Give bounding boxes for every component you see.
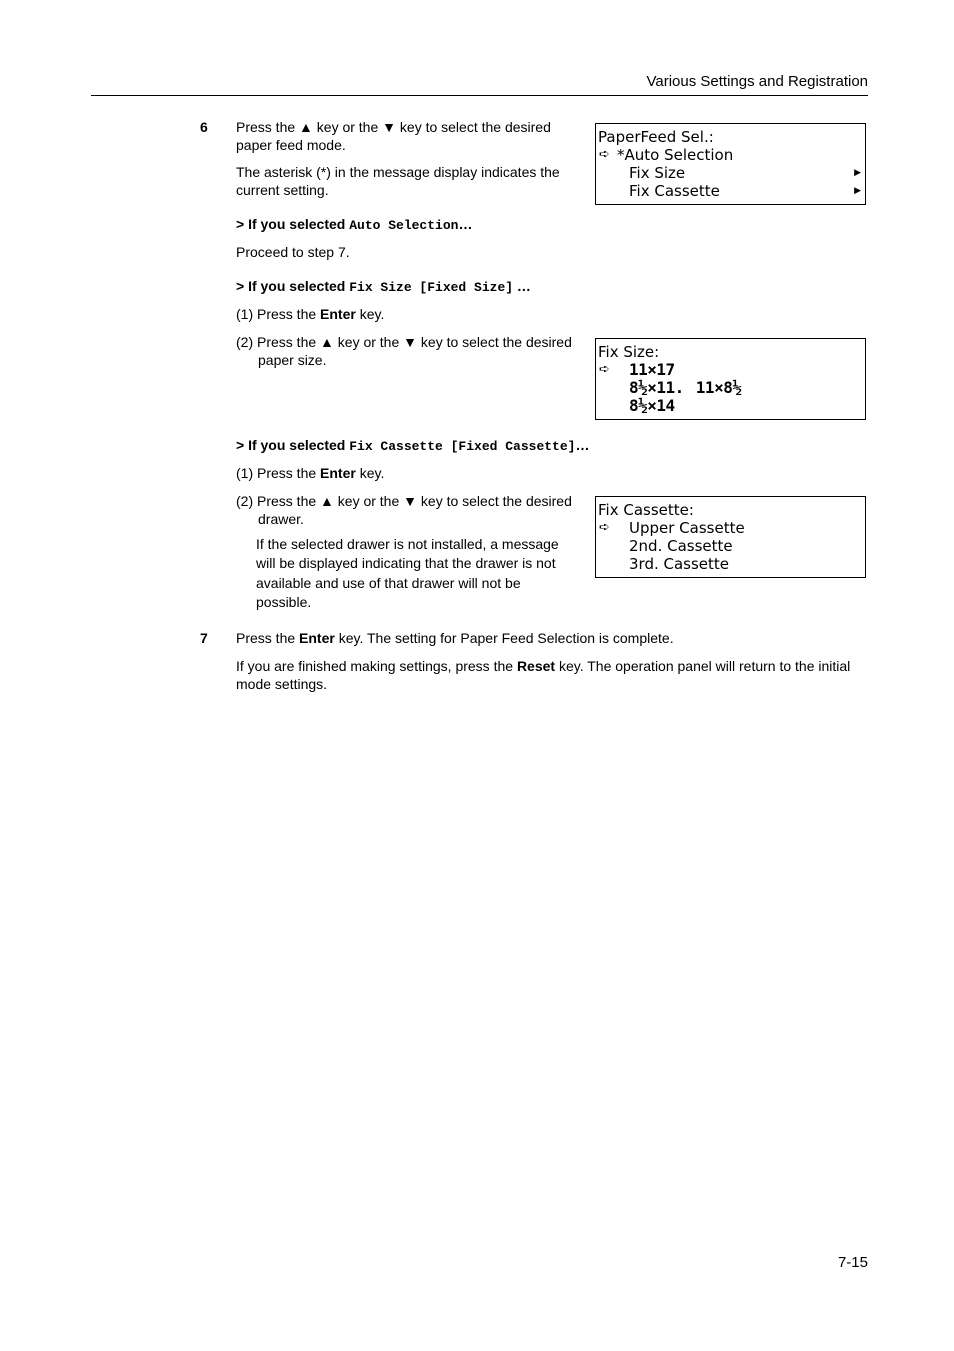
cursor-arrow-icon: ➪ xyxy=(599,147,610,162)
lcd-fix-cassette xyxy=(595,496,866,578)
lcd-item-11x17: ➪ 11×17 xyxy=(599,360,675,379)
lcd-item-auto-selection: ➪ *Auto Selection xyxy=(599,146,734,164)
auto-selection-heading: > If you selected Auto Selection… xyxy=(236,216,473,233)
up-arrow-icon: ▲ xyxy=(320,493,334,509)
lcd-item-fix-cassette: Fix Cassette ▶ xyxy=(629,182,861,200)
fix-cassette-step-2: (2) Press the ▲ key or the ▼ key to select the desired drawer. xyxy=(236,493,572,527)
lcd-title: PaperFeed Sel.: xyxy=(598,128,714,146)
submenu-arrow-icon: ▶ xyxy=(854,168,861,178)
auto-selection-body: Proceed to step 7. xyxy=(236,244,350,260)
lcd-paper-feed-sel xyxy=(595,123,866,205)
fix-cassette-heading: > If you selected Fix Cassette [Fixed Cassette]… xyxy=(236,437,590,454)
running-header: Various Settings and Registration xyxy=(646,73,868,90)
lcd-item-legal: 8½×14 xyxy=(629,396,675,415)
lcd-item-fix-size: Fix Size ▶ xyxy=(629,164,861,182)
down-arrow-icon: ▼ xyxy=(403,334,418,350)
fix-size-heading: > If you selected Fix Size [Fixed Size] … xyxy=(236,278,531,295)
submenu-arrow-icon: ▶ xyxy=(854,186,861,196)
fix-cassette-step-1: (1) Press the Enter key. xyxy=(236,465,385,481)
cursor-arrow-icon: ➪ xyxy=(599,520,610,535)
drawer-not-installed-note: If the selected drawer is not installed, a message will be displayed indicating that the drawer is not available and use of that drawer will not be possible. xyxy=(256,536,559,610)
header-rule xyxy=(91,95,868,96)
lcd-title: Fix Cassette: xyxy=(598,501,694,519)
up-arrow-icon: ▲ xyxy=(299,119,313,135)
fix-size-step-2: (2) Press the ▲ key or the ▼ key to select the desired paper size. xyxy=(236,334,572,368)
step-7-instruction: Press the Enter key. The setting for Paper Feed Selection is complete. xyxy=(236,630,674,646)
step-6-number: 6 xyxy=(200,119,208,135)
fix-size-step-1: (1) Press the Enter key. xyxy=(236,306,385,322)
step-6-instruction: Press the ▲ key or the ▼ key to select the desired paper feed mode. xyxy=(236,119,551,153)
asterisk-note: The asterisk (*) in the message display indicates the current setting. xyxy=(236,164,560,198)
lcd-item-3rd-cassette: 3rd. Cassette xyxy=(629,555,730,573)
step-7-reset-note: If you are finished making settings, press the Reset key. The operation panel will return to the initial mode settings. xyxy=(236,658,851,692)
lcd-fix-size xyxy=(595,338,866,420)
cursor-arrow-icon: ➪ xyxy=(599,362,610,377)
up-arrow-icon: ▲ xyxy=(320,334,334,350)
page-number: 7-15 xyxy=(837,1254,868,1271)
lcd-item-upper-cassette: ➪ Upper Cassette xyxy=(599,519,745,537)
lcd-title: Fix Size: xyxy=(598,343,660,361)
down-arrow-icon: ▼ xyxy=(382,119,397,135)
step-7-number: 7 xyxy=(200,630,208,646)
down-arrow-icon: ▼ xyxy=(403,493,418,509)
lcd-item-letter: 8½×11. 11×8½ xyxy=(629,378,742,397)
lcd-item-2nd-cassette: 2nd. Cassette xyxy=(629,537,733,555)
